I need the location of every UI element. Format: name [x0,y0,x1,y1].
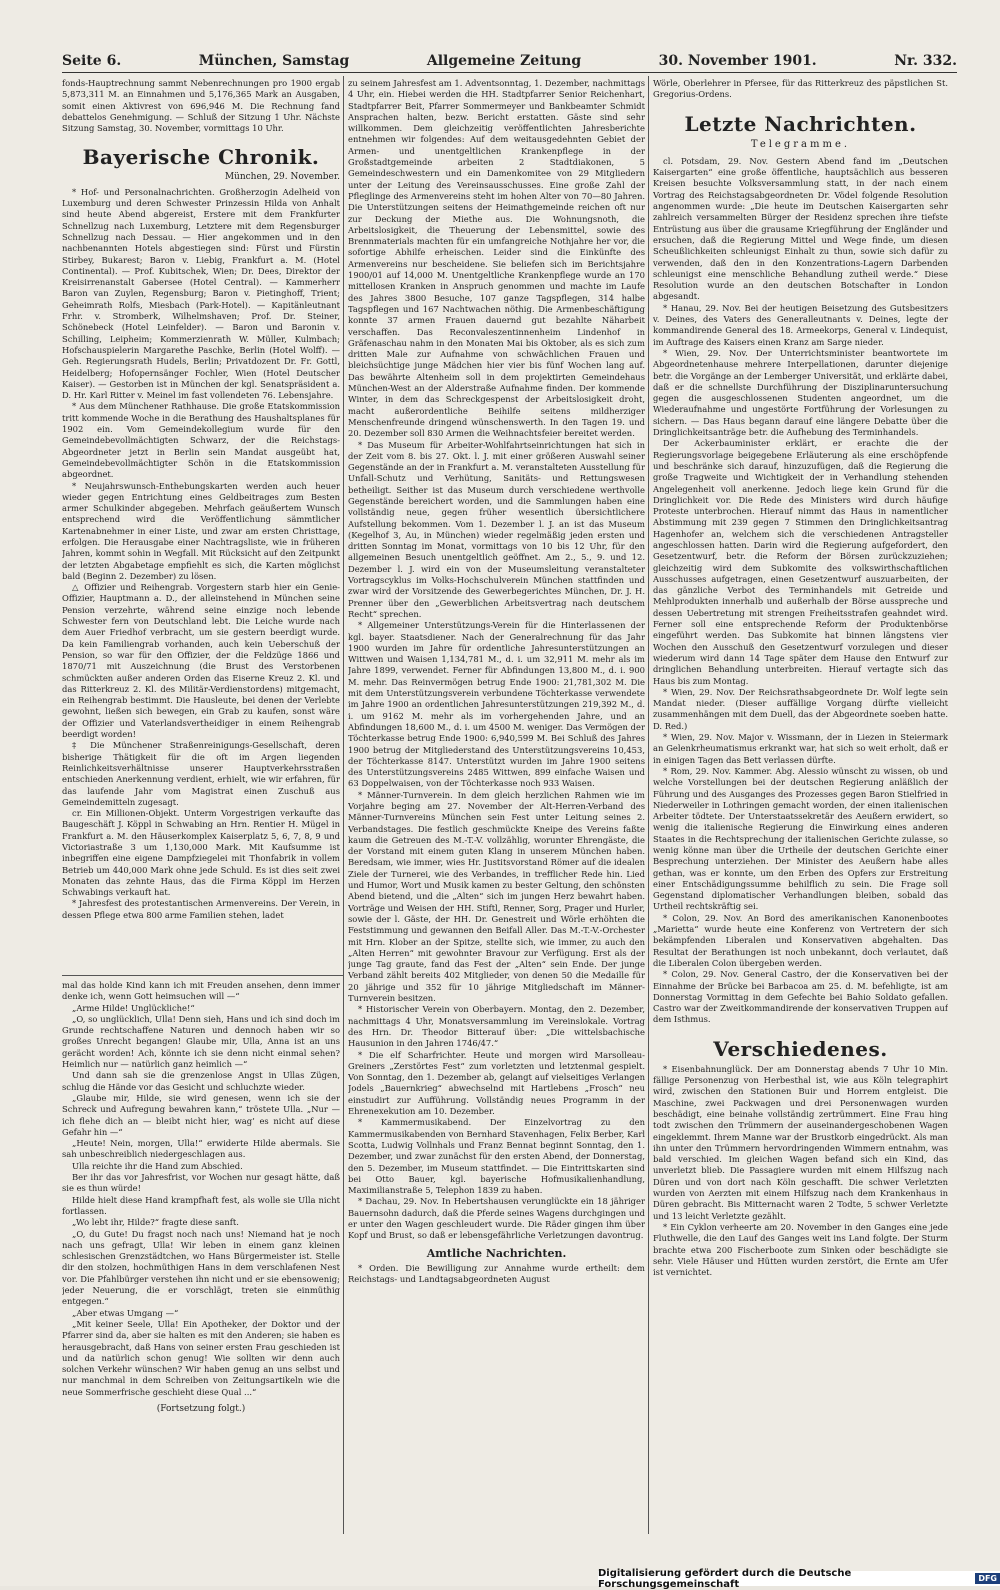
section-heading-bayerische-chronik: Bayerische Chronik. [82,145,320,170]
feuilleton-paragraph: „Mit keiner Seele, Ulla! Ein Apotheker, der Doktor und der Pfarrer sind da, aber sie halten es mit den Anderen; sie haben es herausgebracht, daß Hans von seiner ersten Frau geschieden ist und da natürlich schon genug! Wie sollten wir denn auch solchen Verkehr wünschen? Wir haben genug an uns selbst und nur manchmal in dem Schreiben von Zeitungsartikeln wie die neue Sommerfrische geschieht diese Qual ...“ [62,1318,340,1397]
feuilleton-rule [62,975,343,976]
paragraph: * Wien, 29. Nov. Der Unterrichtsminister beantwortete im Abgeordnetenhause mehrere Interpellationen, darunter diejenige betr. die Vorgänge an der Lemberger Universität, und erklärte dabei, daß er die schnellste Durchführung der Disziplinaruntersuchung gegen die ausgeschlossenen Studenten angeordnet, um die Wiederaufnahme und ungestörte Fortführung der Vorlesungen zu sichern. — Das Haus begann darauf eine längere Debatte über die Dringlichkeitsanträge betr. die Aufhebung des Terminhandels. [653,347,948,438]
paper-title: Allgemeine Zeitung [426,53,582,69]
paragraph: * Männer-Turnverein. In dem gleich herzlichen Rahmen wie im Vorjahre beging am 27. November der Alt-Herren-Verband des Männer-Turnvereins München sein Fest unter Leitung seines 2. Verbandstages. Die festlich geschmückte Kneipe des Vereins faßte kaum die Getreuen des M.-T.-V. vollzählig, worunter Ehrengäste, die der Vorstand mit einem guten Klang in unserem München haben. Beredsam, wie immer, wies Hr. Justitsvorstand Römer auf die idealen Ziele der Turnerei, wie des Verbandes, in trefflicher Rede hin. Lied und Humor, Wort und Musik kamen zu bester Geltung, den schönsten Abend bietend, und die „Alten“ sich im jungen Herz bewahrt haben. Vorträge und Weisen der HH. Stiftl, Renner, Sorg, Prager und Hurler, sowie der l. Gäste, der HH. Dr. Genestreit und Wörle erhöhten die Feststimmung und gewannen den Beifall Aller. Das M.-T.-V.-Orchester mit Hrn. Klober an der Spitze, stellte sich, wie immer, zu auch den „Alten Herren“ mit gewohnter Bravour zur Verfügung. Erst als der junge Tag graute, fand das Fest der „Alten“ sein Ende. Der junge Verband zählt bereits 402 Mitglieder, von denen 50 die Medaille für 20 jährige und 352 für 10 jährige Mitgliedschaft im Männer-Turnverein besitzen. [348,789,645,1004]
paragraph: * Allgemeiner Unterstützungs-Verein für die Hinterlassenen der kgl. bayer. Staatsdiener. Nach der Generalrechnung für das Jahr 1900 wurden im Jahre für ordentliche Jahresunterstützungen an Wittwen und Waisen 1,134,781 M., d. i. um 32,911 M. mehr als im Jahre 1899, verwendet. Ferner für Abfindungen 13,800 M., d. i. 900 M. mehr. Das Reinvermögen betrug Ende 1900: 21,781,302 M. Die mit dem Unterstützungsverein verbundene Töchterkasse verwendete im Jahre 1900 an ordentlichen Jahresunterstützungen 219,392 M., d. i. um 9162 M. mehr als im vorhergehenden Jahre, und an Abfindungen 18,600 M., d. i. um 4500 M. weniger. Das Vermögen der Töchterkasse betrug Ende 1900: 6,940,599 M. Bei Schluß des Jahres 1900 betrug der Mitgliederstand des Unterstützungsvereins 10,453, der Töchterkasse 8147. Unterstützt wurden im Jahre 1900 seitens des Unterstützungsvereins 2485 Wittwen, 899 einfache Waisen und 63 Doppelwaisen, von der Töchterkasse noch 933 Waisen. [348,620,645,789]
feuilleton-paragraph: „Wo lebt ihr, Hilde?“ fragte diese sanft. [72,1217,239,1228]
feuilleton-paragraph: „Arme Hilde! Unglückliche!“ [72,1002,195,1013]
paragraph: * Die elf Scharfrichter. Heute und morgen wird Marsolleau-Greiners „Zerstörtes Fest“ zum vorletzten und letztenmal gespielt. Von Sonntag, den 1. Dezember ab, gelangt auf vielseitiges Verlangen Jodels „Bauernkrieg“ abwechselnd mit Hartlebens „Frosch“ neu einstudirt zur Aufführung. Vollständig neues Programm in der Ehrenexekution am 10. Dezember. [348,1049,645,1117]
feuilleton-paragraph: Ber ihr das vor Jahresfrist, vor Wochen nur gesagt hätte, daß sie es thun würde! [62,1172,340,1194]
column-rule-1 [343,76,344,1534]
paragraph: ‡ Die Münchener Straßenreinigungs-Gesellschaft, deren bisherige Thätigkeit für die oft im Argen liegenden Reinlichkeitsverhältnisse unserer Hauptverkehrsstraßen entschieden Anerkennung verdient, erhielt, wie wir erfahren, für das laufende Jahr vom Magistrat einen Zuschuß aus Gemeindemitteln zugesagt. [62,740,340,807]
paragraph: * Colon, 29. Nov. An Bord des amerikanischen Kanonenbootes „Marietta“ wurde heute eine Konferenz von Vertretern der sich bekämpfenden Liberalen und Konservativen abgehalten. Das Resultat der Berathungen ist noch unbekannt, doch verlautet, daß die Liberalen Colon übergeben werden. [653,912,948,968]
paragraph: * Orden. Die Bewilligung zur Annahme wurde ertheilt: dem Reichstags- und Landtagsabgeordneten August [348,1262,645,1285]
paragraph: cl. Potsdam, 29. Nov. Gestern Abend fand im „Deutschen Kaisergarten“ eine große öffentliche, hauptsächlich aus besseren Kreisen besuchte Volksversammlung statt, in der nach einem Vortrag des Reichstagsabgeordneten Dr. Vödel folgende Resolution angenommen wurde: „Die heute im Deutschen Kaisergarten sehr zahlreich versammelten Bürger der Residenz sprechen ihre tiefste Entrüstung aus über die grausame Kriegführung der Engländer und ersuchen, daß die Regierung Mittel und Wege finde, um diesen Scheußlichkeiten schleunigst Einhalt zu thun, sowie sich dafür zu verwenden, daß den in den Konzentrations-Lagern Darbenden schleunigst eine menschliche Behandlung zutheil werde.“ Diese Resolution wurde an den deutschen Botschafter in London abgesandt. [653,155,948,302]
paragraph: * Historischer Verein von Oberbayern. Montag, den 2. Dezember, nachmittags 4 Uhr, Monatsversammlung im Vereinslokale. Vortrag des Hrn. Dr. Theodor Bitterauf über: „Die wittelsbachische Hausunion in den Jahren 1746/47.“ [348,1004,645,1049]
paragraph: * Ein Cyklon verheerte am 20. November in den Ganges eine jede Fluthwelle, die den Lauf des Ganges weit ins Land folgte. Der Sturm brachte etwa 200 Fischerboote zum Sinken oder beschädigte sie sehr. Viele Häuser und Hütten wurden zerstört, die Ernte am Ufer ist vernichtet. [653,1221,948,1278]
feuilleton-paragraph: „Aber etwas Umgang —“ [72,1307,179,1318]
continuation-note: (Fortsetzung folgt.) [156,1403,246,1414]
section-heading-letzte-nachrichten: Letzte Nachrichten. [684,111,917,136]
paragraph: cr. Ein Millionen-Objekt. Unterm Vorgestrigen verkaufte das Baugeschäft J. Köppl in Schwabing an Hrn. Rentier H. Mügel in Frankfurt a. M. den Häuserkomplex Kaiserplatz 5, 6, 7, 8, 9 und Victoriastraße 3 um 1,130,000 Mark. Mit Kaufsumme ist inbegriffen eine eigene Dampfziegelei mit Thonfabrik in vollem Betrieb um 440,000 Mark ohne jede Schuld. Es ist dies seit zwei Monaten das zehnte Haus, das die Firma Köppl im Herzen Schwabings verkauft hat. [62,808,340,898]
paragraph: * Jahresfest des protestantischen Armenvereins. Der Verein, in dessen Pflege etwa 800 arme Familien stehen, ladet [62,898,340,920]
section-subheading-telegramme: Telegramme. [750,138,851,150]
credit-text: Digitalisierung gefördert durch die Deutsche Forschungsgemeinschaft [598,1567,852,1590]
issue-date: 30. November 1901. [658,53,817,69]
section-heading-verschiedenes: Verschiedenes. [713,1036,888,1061]
feuilleton-paragraph: „Heute! Nein, morgen, Ulla!“ erwiderte Hilde abermals. Sie sah unbeschreiblich niedergeschlagen aus. [62,1138,340,1160]
place-day: München, Samstag [198,53,350,69]
paragraph: * Neujahrswunsch-Enthebungskarten werden auch heuer wieder gegen Entrichtung eines Geldbeitrages zum Besten armer Schulkinder abgegeben. Mehrfach geäußertem Wunsch entsprechend wird die Veröffentlichung sämmtlicher Kartenabnehmer in einer Liste, und zwar am ersten Christtage, erfolgen. Die Herausgabe einer Nachtragsliste, wie in früheren Jahren, kommt sohin in Wegfall. Mit Rücksicht auf den Zeitpunkt der letzten Abgabetage empfiehlt es sich, die Karten möglichst bald (Beginn 2. Dezember) zu lösen. [62,480,340,581]
paragraph: zu seinem Jahresfest am 1. Adventsonntag, 1. Dezember, nachmittags 4 Uhr, ein. Hiebei werden die HH. Stadtpfarrer Senior Reichenhart, Stadtpfarrer Beit, Pfarrer Sommermeyer und Bankbeamter Schmidt Ansprachen halten, bezw. Bericht erstatten. Gäste sind sehr willkommen. Dem gleichzeitig veröffentlichten Jahresberichte entnehmen wir folgendes: Auf dem weitausgedehnten Gebiet der Armen- und unentgeltlichen Krankenpflege in der Großstadtgemeinde arbeiten 2 Stadtdiakonen, 5 Gemeindeschwestern und ein Damenkomitee von 29 Mitgliedern unter der Leitung des Vereinsausschusses. Eine große Zahl der Pfleglinge des Armenvereins steht im hohen Alter von 70—80 Jahren. Die Unterstützungen seitens der Heimathgemeinde reichen oft nur zur Deckung der Miethe aus. Die Wohnungsnoth, die Arbeitslosigkeit, die Theuerung der Lebensmittel, sowie des Brennmaterials machten für ein umfangreiche Nothjahre her vor, die sofortige Abhilfe erheischen. Leider sind die Einkünfte des Armenvereins nur bescheidene. Sie beliefen sich im Berichtsjahre 1900/01 auf 14,000 M. Unentgeltliche Krankenpflege wurde an 170 mittellosen Kranken in Anspruch genommen und machte im Laufe des Jahres 3800 Besuche, 107 ganze Tagspflegen, 314 halbe Tagspflegen und 167 Nachtwachen nöthig. Die Armenbeschäftigung konnte 37 armen Frauen dauernd gut bezahlte Näharbeit verschaffen. Das Reconvaleszentinnenheim Lindenhof in Gräfenaschau nahm in den Monaten Mai bis Oktober, als es sich zum dritten Male zur Aufnahme von schwächlichen Frauen und bleichsüchtige junge Mädchen hier vier bis fünf Wochen lang auf. Das bewährte Altenheim soll in dem projektirten Gemeindehaus München-West an der Alderstraße Aufnahme finden. Der kommende Winter, in dem das Schreckgespenst der Arbeitslosigkeit droht, macht außerordentliche Beihilfe seitens mildherziger Menschenfreunde dringend wünschenswerth. In den Tagen 19. und 20. Dezember soll 830 Armen die Weihnachtsfeier bereitet werden. [348,78,645,439]
feuilleton-paragraph: Hilde hielt diese Hand krampfhaft fest, als wolle sie Ulla nicht fortlassen. [62,1194,340,1216]
page-number: Seite 6. [62,53,122,69]
feuilleton-paragraph: „O, so unglücklich, Ulla! Denn sieh, Hans und ich sind doch im Grunde rechtschaffene Naturen und dennoch haben wir so großes Unrecht begangen! Glaube mir, Ulla, Anna ist an uns gerächt worden! Ach, könnte ich sie denn nicht einmal sehen? Heimlich nur — natürlich ganz heimlich —“ [62,1013,340,1070]
paragraph: △ Offizier und Reihengrab. Vorgestern starb hier ein Genie-Offizier, Hauptmann a. D., der alleinstehend in München seine Pension verzehrte, während seine einzige noch lebende Schwester fern von Deutschland lebt. Die Leiche wurde nach dem Auer Friedhof verbracht, um sie gestern beerdigt wurde. Da kein Familiengrab vorhanden, auch kein Ueberschuß der Pension, so war für den Offizier, der die Feldzüge 1866 und 1870/71 mit Auszeichnung (die Brust des Verstorbenen schmückten außer anderen Orden das Eiserne Kreuz 2. Kl. und das Ritterkreuz 2. Kl. des Militär-Verdienstordens) mitgemacht, ein Reihengrab bestimmt. Die Hausleute, bei denen der Verlebte gewohnt, ließen sich bewegen, ein Grab zu kaufen, sonst wäre der Offizier und Vaterlandsvertheidiger in einem Reihengrab beerdigt worden! [62,582,340,740]
feuilleton-paragraph: mal das holde Kind kann ich mit Freuden ansehen, denn immer denke ich, wenn Gott heimsuchen will —“ [62,980,340,1002]
paragraph: Der Ackerbauminister erklärt, er erachte die der Regierungsvorlage beigegebene Erläuterung als eine erschöpfende und beschränke sich darauf, hinzuzufügen, daß die Regierung die große Tragweite und Wichtigkeit der in Verhandlung stehenden Angelegenheit voll anerkenne. Jedoch liege kein Grund für die Dringlichkeit vor. Die Rede des Ministers wird durch häufige Proteste unterbrochen. Hierauf nimmt das Haus in namentlicher Abstimmung mit 239 gegen 7 Stimmen den Dringlichkeitsantrag Hagenhofer an, welchem sich die verschiedenen Antragsteller angeschlossen hatten. Darin wird die Regierung aufgefordert, den Gesetzentwurf, betr. die Reform der Börsen zurückzuziehen; gleichzeitig wird dem Subkomite des volkswirthschaftlichen Ausschusses aufgetragen, einen Gesetzentwurf auszuarbeiten, der das gänzliche Verbot des Terminhandels mit Getreide und Mehlprodukten innerhalb und außerhalb der Börse ausspreche und dessen Uebertretung mit strengen Freiheitsstrafen geahndet wird. Ferner soll eine entsprechende Reform der Produktenbörse eingeführt werden. Das Subkomite hat binnen längstens vier Wochen den Ausschuß den Gesetzentwurf vorzulegen und dieser wiederum wird dann 14 Tage später dem Hause den Entwurf zur dringlichen Behandlung unterbreiten. Hierauf vertagte sich das Haus bis zum Montag. [653,438,948,686]
paragraph: * Colon, 29. Nov. General Castro, der die Konservativen bei der Einnahme der Brücke bei Barbacoa am 25. d. M. befehligte, ist am Donnerstag Vormittag in dem Gefechte bei Bahio Soldato gefallen. Castro war der Zweitkommandirende der konservativen Truppen auf dem Isthmus. [653,969,948,1025]
paragraph: * Hof- und Personalnachrichten. Großherzogin Adelheid von Luxemburg und deren Schwester Prinzessin Hilda von Anhalt sind heute Abend abgereist, Erstere mit dem Frankfurter Schnellzug nach Luxemburg, Letztere mit dem Regensburger Schnellzug nach Dessau. — Hier angekommen und in den nachbenannten Hotels abgestiegen sind: Fürst und Fürstin Stirbey, Bukarest; Baron v. Liebig, Frankfurt a. M. (Hotel Continental). — Prof. Kubitschek, Wien; Dr. Dees, Direktor der Kreisirrenanstalt Gabersee (Hotel Central). — Kammerherr Baron van Zuylen, Regensburg; Baron v. Pietinghoff, Trient; Geheimrath Rolfs, Miesbach (Park-Hotel). — Kapitänleutnant Frhr. v. Stromberk, Wilhelmshaven; Prof. Dr. Steiner, Schönebeck (Hotel Leinfelder). — Baron und Baronin v. Schilling, Leipheim; Kommerzienrath W. Müller, Kulmbach; Hofschauspielerin Margarethe Paschke, Berlin (Hotel Wolff). — Geh. Regierungsrath Hudels, Berlin; Privatdozent Dr. Fr. Gottl, Heidelberg; Hofopernsänger Fochler, Wien (Hotel Deutscher Kaiser). — Gestorben ist in München der kgl. Senatspräsident a. D. Hr. Karl Ritter v. Meinel im fast vollendeten 76. Lebensjahre. [62,186,340,401]
paragraph: * Kammermusikabend. Der Einzelvortrag zu den Kammermusikabenden von Bernhard Stavenhagen, Felix Berber, Karl Scotta, Ludwig Vollnhals und Franz Bennat beginnt Sonntag, den 1. Dezember, und zwar zunächst für den ersten Abend, der Donnerstag, den 5. Dezember, im Museum stattfindet. — Die Eintrittskarten sind bei Otto Bauer, kgl. bayerische Hofmusikalienhandlung, Maximilianstraße 5, Telephon 1839 zu haben. [348,1117,645,1196]
feuilleton-paragraph: Und dann sah sie die grenzenlose Angst in Ullas Zügen, schlug die Hände vor das Gesicht und schluchzte wieder. [62,1070,340,1092]
issue-number: Nr. 332. [894,53,957,69]
paragraph: fonds-Hauptrechnung sammt Nebenrechnungen pro 1900 ergab 5,873,311 M. an Einnahmen und 5,176,365 Mark an Ausgaben, somit einen Aktivrest von 696,946 M. Die Rechnung fand debattelos Genehmigung. — Schluß der Sitzung 1 Uhr. Nächste Sitzung Samstag, 30. November, vormittags 10 Uhr. [62,78,340,134]
paragraph: * Wien, 29. Nov. Major v. Wissmann, der in Liezen in Steiermark an Gelenkrheumatismus erkrankt war, hat sich so weit erholt, daß er in einigen Tagen das Bett verlassen dürfte. [653,732,948,765]
column-rule-2 [648,76,649,1534]
paragraph: * Wien, 29. Nov. Der Reichsrathsabgeordnete Dr. Wolf legte sein Mandat nieder. (Dieser auffällige Vorgang dürfte vielleicht zusammenhängen mit dem Duell, das der Abgeordnete soeben hatte. D. Red.) [653,686,948,731]
paragraph: * Hanau, 29. Nov. Bei der heutigen Beisetzung des Gutsbesitzers v. Deines, des Vaters des Generalleutnants v. Deines, legte der kommandirende General des 18. Armeekorps, General v. Lindequist, im Auftrage des Kaisers einen Kranz am Sarge nieder. [653,302,948,347]
digitization-credit [598,1567,1000,1590]
paragraph: * Eisenbahnunglück. Der am Donnerstag abends 7 Uhr 10 Min. fällige Personenzug von Herbesthal ist, wie aus Köln telegraphirt wird, zwischen den Stationen Buir und Horrem entgleist. Die Maschine, zwei Packwagen und drei Personenwagen wurden beschädigt, eine beinahe vollständig zertrümmert. Eine Frau hing todt zwischen den Trümmern der auseinandergeschobenen Wagen eingeklemmt. Ihrem Manne war der Brustkorb eingedrückt. Als man ihn unter den Trümmern hervordringenden Wimmern entnahm, was bald verschied. Im gleichen Wagen befand sich ein Kind, das unverletzt blieb. Die Passagiere wurden mit einem Hilfszug nach Düren und von dort nach Köln geschafft. Die schwer Verletzten wurden von Aerzten mit einem Hilfszug nach dem Krankenhaus in Düren gebracht. Bis Mitternacht waren 2 Todte, 5 schwer Verletzte und 13 leicht Verletzte gezählt. [653,1063,948,1221]
feuilleton-paragraph: „Glaube mir, Hilde, sie wird genesen, wenn ich sie der Schreck und Aufregung bewahren kann,“ tröstete Ulla. „Nur — ich flehe dich an — bleibt nicht hier, wag’ es nicht auf diese Gefahr hin —“ [62,1092,340,1137]
paragraph: * Dachau, 29. Nov. In Hebertshausen verunglückte ein 18 jähriger Bauernsohn dadurch, daß die Pferde seines Wagens durchgingen und er unter den Wagen geschleudert wurde. Die Räder gingen ihm über Kopf und Brust, so daß er lebensgefährliche Verletzungen davontrug. [348,1196,645,1241]
dfg-logo-icon: DFG [975,1573,1000,1584]
column-3 [653,78,948,1538]
feuilleton [62,980,340,1540]
feuilleton-paragraph: Ulla reichte ihr die Hand zum Abschied. [72,1160,243,1171]
feuilleton-paragraph: „O, du Gute! Du fragst noch nach uns! Niemand hat je noch nach uns gefragt, Ulla! Wir leben in einem ganz kleinen schlesischen Grenzstädtchen, wo Hans Bürgermeister ist. Stelle dir den stolzen, hochmüthigen Hans in dem verschlafenen Nest vor. Die Pfahlbürger verstehen ihn nicht und er sie ebensowenig; jeder Neuerung, die er vorschlägt, treten sie einmüthig entgegen.“ [62,1228,340,1307]
paragraph: * Das Museum für Arbeiter-Wohlfahrtseinrichtungen hat sich in der Zeit vom 8. bis 27. Okt. l. J. mit einer größeren Auswahl seiner Gegenstände an der in Frankfurt a. M. veranstalteten Ausstellung für Unfall-Schutz und Verhütung, Sanitäts- und Rettungswesen betheiligt. Seither ist das Museum durch verschiedene werthvolle Gegenstände bereichert worden, und die Sammlungen haben eine vollständig neue, gegen früher wesentlich übersichtlichere Aufstellung bekommen. Vom 1. Dezember l. J. an ist das Museum (Kegelhof 3, Au, in München) wieder regelmäßig jeden ersten und dritten Sonntag im Monat, vormittags von 10 bis 12 Uhr, für den allgemeinen Besuch unentgeltlich geöffnet. Am 2., 5., 9. und 12. Dezember l. J. wird ein von der Museumsleitung veranstalteter Vortragscyklus im Volks-Hochschulverein München stattfinden und zwar wird der Vorsitzende des Gewerbegerichtes München, Dr. J. H. Prenner über den „Gewerblichen Arbeitsvertrag nach deutschem Recht“ sprechen. [348,439,645,619]
paragraph: Wörle, Oberlehrer in Pfersee, für das Ritterkreuz des päpstlichen St. Gregorius-Ordens. [653,78,948,100]
masthead [62,50,957,73]
column-2 [348,78,645,1538]
paragraph: * Rom, 29. Nov. Kammer. Abg. Alessio wünscht zu wissen, ob und welche Vorstellungen bei der deutschen Regierung anläßlich der Führung und des Ausganges des Prozesses gegen Baron Stielfried in Niederweiler in Lothringen gemacht worden, der einen italienischen Arbeiter tödtete. Der Unterstaatssekretär des Aeußern erwidert, so wenig die italienische Regierung die Einwirkung eines anderen Staates in die Rechtsprechung der italienischen Gerichte zulasse, so wenig könne man über die Urtheile der deutschen Gerichte einer Besprechung unterziehen. Der Minister des Aeußern habe alles gethan, was er konnte, um den Erben des Opfers zur Erstreitung einer Entschädigungssumme behilflich zu sein. Die Frage soll Gegenstand diplomatischer Verhandlungen bleiben, sobald das Urtheil rechtskräftig sei. [653,765,948,912]
section-heading-amtliche-nachrichten: Amtliche Nachrichten. [426,1246,567,1260]
column-1 [62,78,340,973]
paragraph: * Aus dem Münchener Rathhause. Die große Etatskommission tritt kommende Woche in die Berathung des Haushaltsplanes für 1902 ein. Vom Gemeindekollegium wurde für den Gemeindebevollmächtigten Schwarz, der die Reichstags-Abgeordneter jetzt in Berlin sein Mandat ausgeübt hat, Gemeindebevollmächtigter Schön in die Etatskommission abgeordnet. [62,401,340,480]
dateline: München, 29. November. [224,172,340,183]
